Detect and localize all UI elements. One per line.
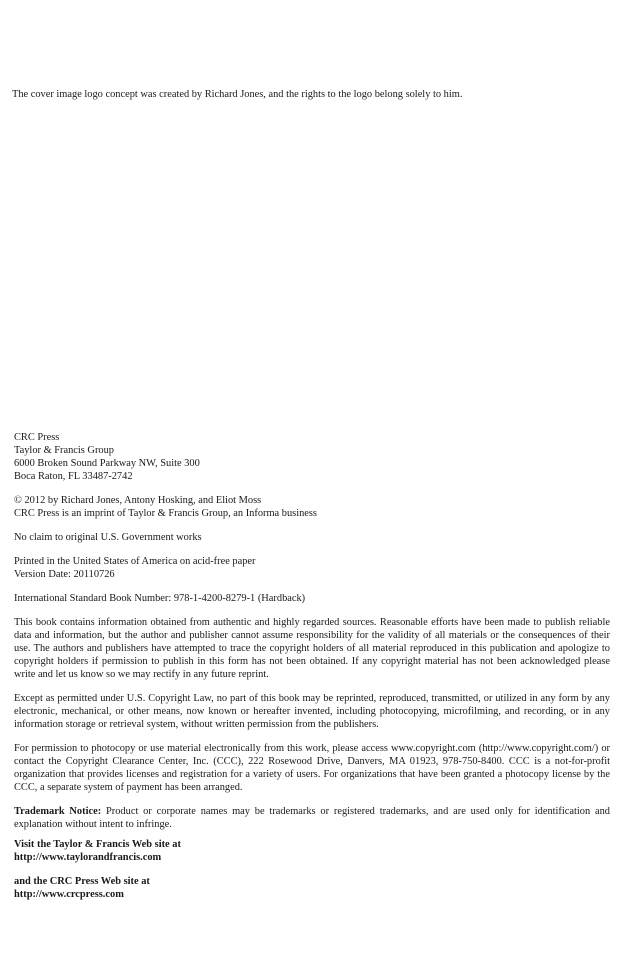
imprint-line: CRC Press is an imprint of Taylor & Francis Group, an Informa business: [14, 508, 317, 519]
isbn-info: [14, 592, 610, 605]
version-date-line: Version Date: 20110726: [14, 569, 115, 580]
publisher-group: Taylor & Francis Group: [14, 445, 114, 456]
tf-web-link[interactable]: http://www.taylorandfrancis.com: [14, 852, 162, 863]
tf-web-label: Visit the Taylor & Francis Web site at: [14, 839, 181, 850]
copyright-notice: [14, 494, 610, 520]
crc-press-web: [14, 875, 610, 901]
copyright-line: © 2012 by Richard Jones, Antony Hosking, and Eliot Moss: [14, 495, 262, 506]
printing-info: [14, 555, 610, 581]
publisher-name: CRC Press: [14, 432, 60, 443]
publisher-street: 6000 Broken Sound Parkway NW, Suite 300: [14, 458, 200, 469]
copyright-law-paragraph: Except as permitted under U.S. Copyright Law, no part of this book may be reprinted, reproduced, transmitted, or utilized in any form by any electronic, mechanical, or other means, now known or hereafter invented, including photocopying, microfilming, and recording, or in any information storage or retrieval system, without written permission from the publishers.: [14, 693, 610, 730]
crc-web-link[interactable]: http://www.crcpress.com: [14, 889, 124, 900]
publisher-city: Boca Raton, FL 33487-2742: [14, 471, 133, 482]
publisher-address: [14, 431, 610, 483]
no-claim-text: No claim to original U.S. Government works: [14, 532, 202, 543]
trademark-paragraph: [14, 805, 610, 831]
taylor-francis-web: [14, 838, 610, 864]
permission-paragraph: For permission to photocopy or use material electronically from this work, please access www.copyright.com (http://www.copyright.com/) or contact the Copyright Clearance Center, Inc. (CCC), 222 Rosewood Drive, Danvers, MA 01923, 978-750-8400. CCC is a not-for-profit organization that provides licenses and registration for a variety of users. For organizations that have been granted a photocopy license by the CCC, a separate system of payment has been arranged.: [14, 743, 610, 793]
trademark-label: Trademark Notice:: [14, 806, 102, 817]
no-claim-note: [14, 531, 610, 544]
copyright-page: [14, 0, 610, 976]
printed-in-line: Printed in the United States of America on acid-free paper: [14, 556, 256, 567]
crc-web-label: and the CRC Press Web site at: [14, 876, 150, 887]
imprint-section: [14, 431, 610, 912]
isbn-text: International Standard Book Number: 978-1-4200-8279-1 (Hardback): [14, 593, 306, 604]
trademark-text: Product or corporate names may be trademarks or registered trademarks, and are used only for identification and explanation without intent to infringe.: [14, 806, 610, 830]
cover-logo-note: The cover image logo concept was created by Richard Jones, and the rights to the logo belong solely to him.: [12, 89, 463, 100]
sources-paragraph: This book contains information obtained from authentic and highly regarded sources. Reasonable efforts have been made to publish reliable data and information, but the author and publisher cannot assume responsibility for the validity of all materials or the consequences of their use. The authors and publishers have attempted to trace the copyright holders of all material reproduced in this publication and apologize to copyright holders if permission to publish in this form has not been obtained. If any copyright material has not been acknowledged please write and let us know so we may rectify in any future reprint.: [14, 617, 610, 680]
